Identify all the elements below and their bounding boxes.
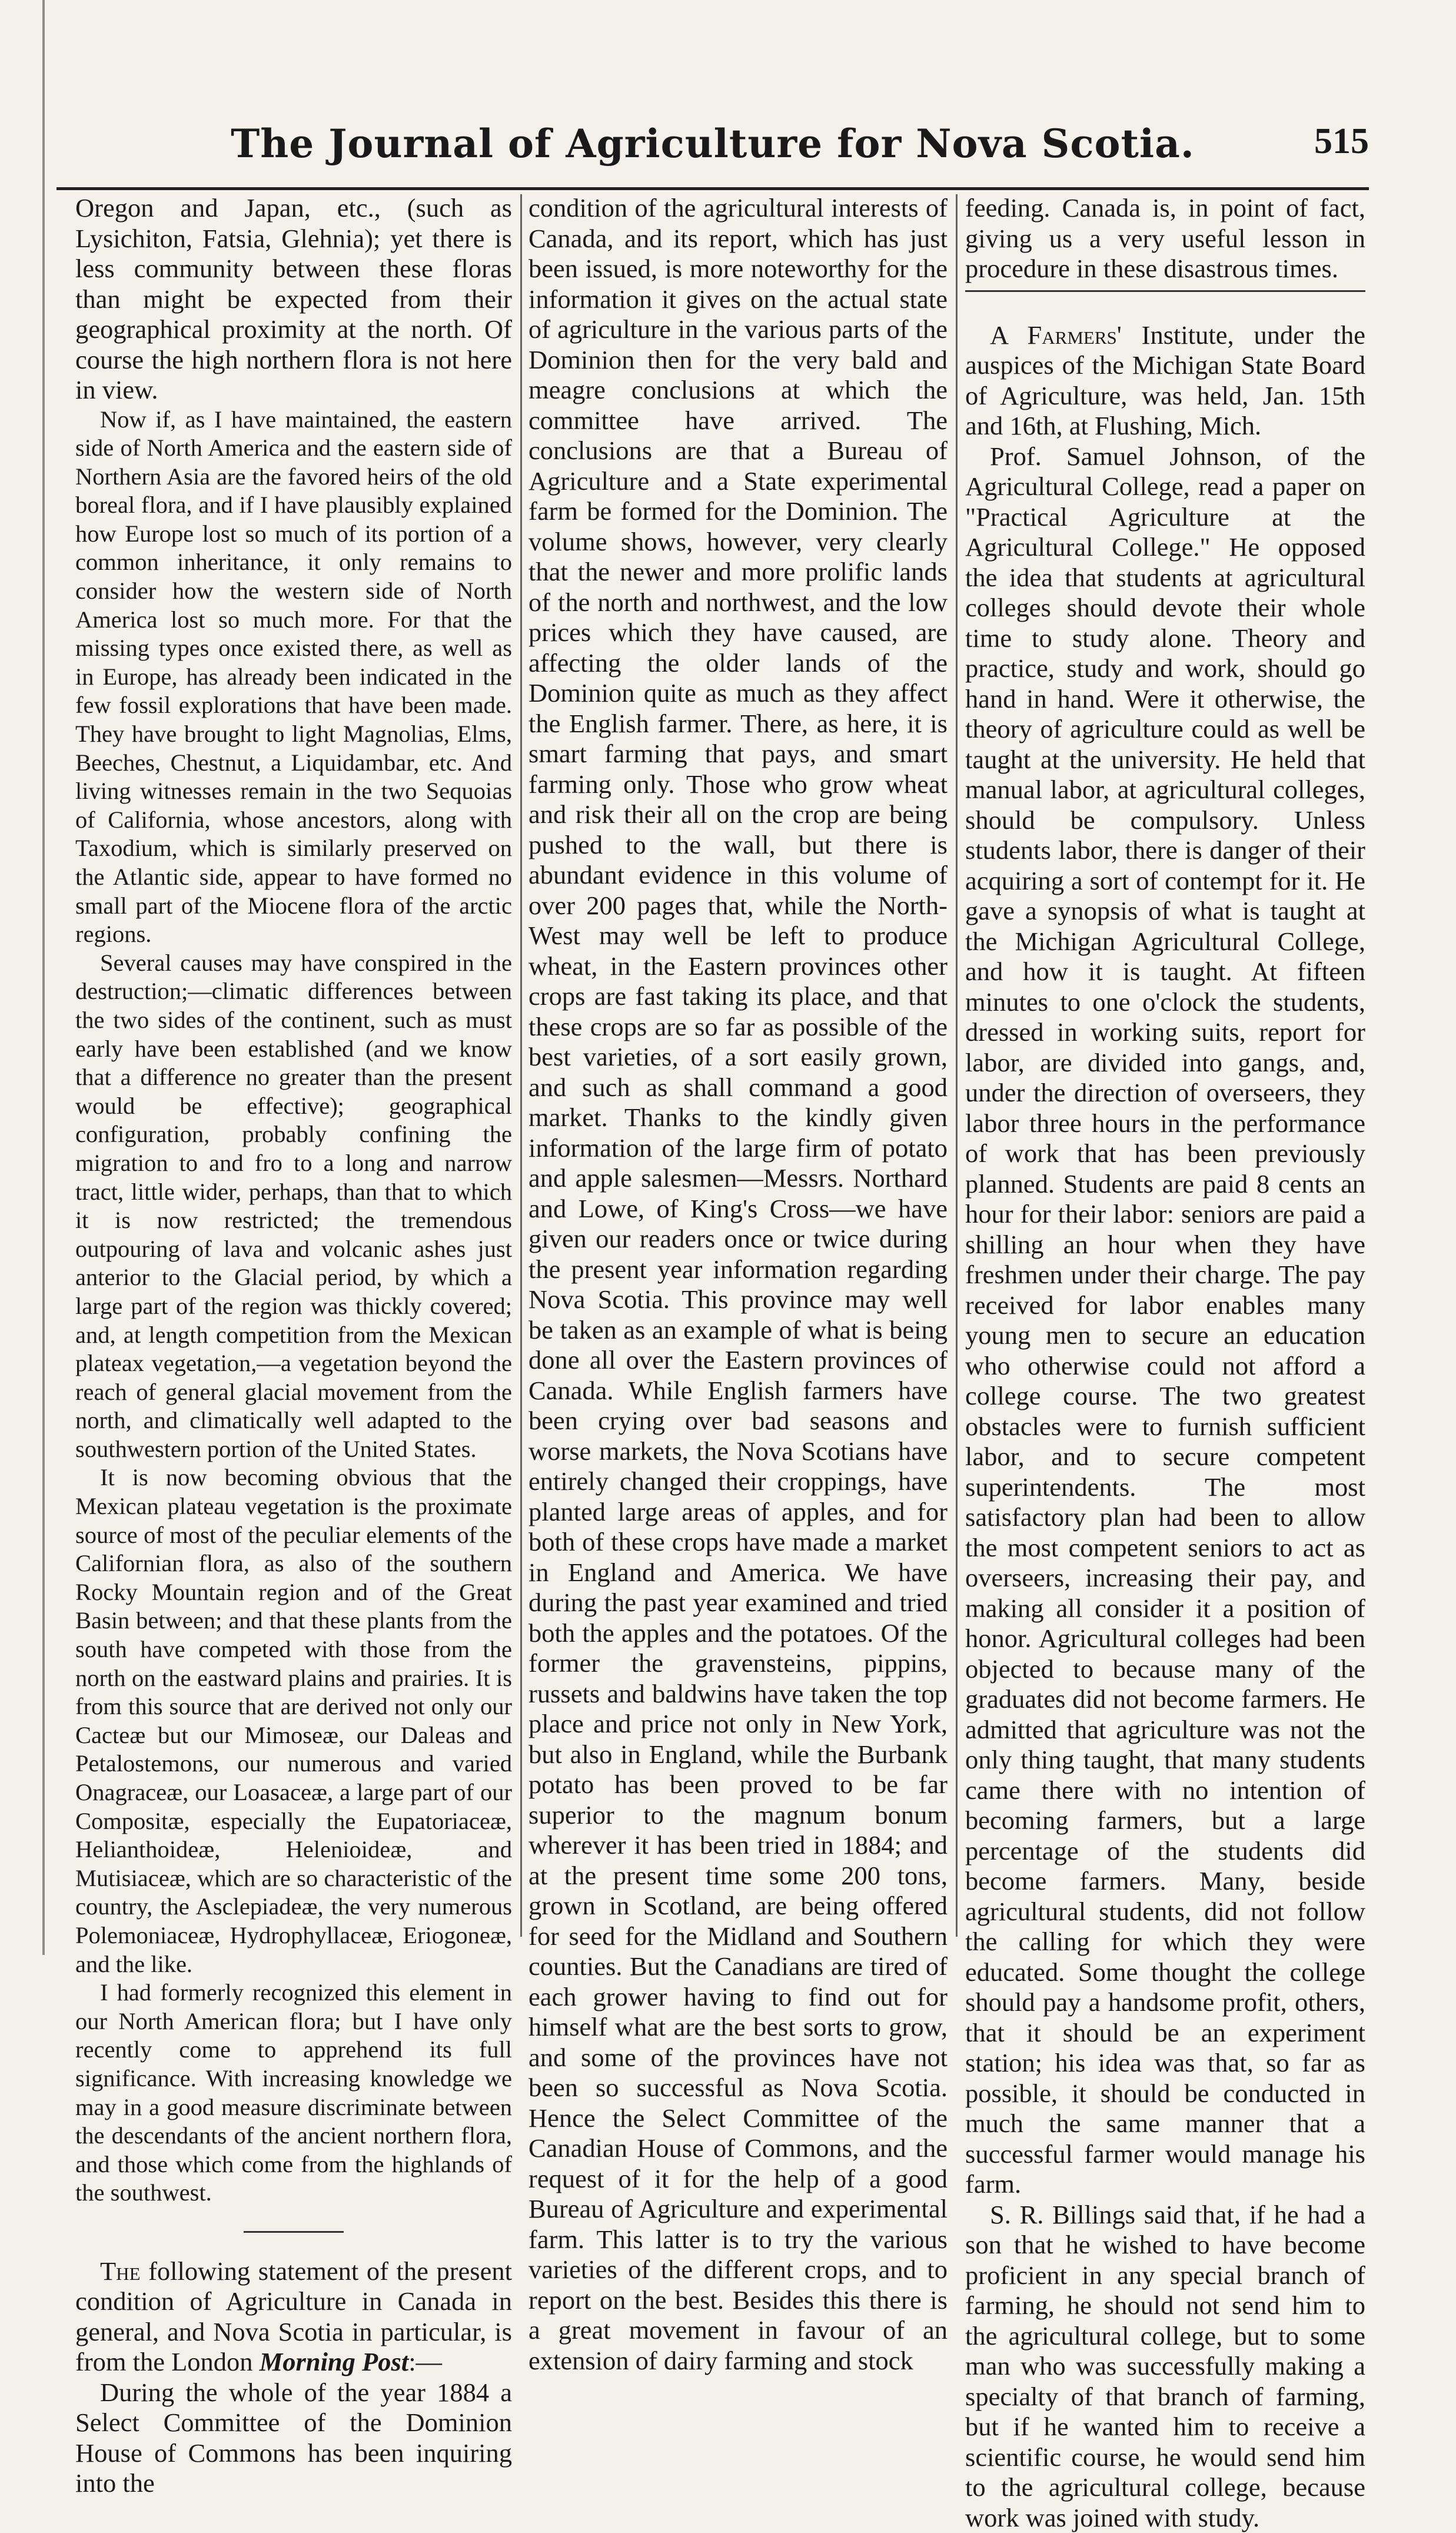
header-rule <box>56 187 1369 190</box>
source-title: Morning Post <box>260 2347 409 2376</box>
column-3 <box>965 193 1365 1930</box>
paragraph: Oregon and Japan, etc., (such as Lysichiton, Fatsia, Glehnia); yet there is less community between these floras than might be expected from their geographical proximity at the north. Of course the high northern flora is not here in view. <box>75 193 512 406</box>
binding-edge <box>42 0 45 1955</box>
paragraph: Now if, as I have maintained, the eastern side of North America and the eastern side of Northern Asia are the favored heirs of the old boreal flora, and if I have plausibly explained how Europe lost so much of its portion of a common inheritance, it only remains to consider how the western side of North America lost so much more. For that the missing types once existed there, as well as in Europe, has already been indicated in the few fossil explorations that have been made. They have brought to light Magnolias, Elms, Beeches, Chestnut, a Liquidambar, etc. And living witnesses remain in the two Sequoias of California, whose ancestors, along with Taxodium, which is similarly preserved on the Atlantic side, appear to have formed no small part of the Miocene flora of the arctic regions. <box>75 406 512 949</box>
column-rule-right <box>956 194 958 1937</box>
paragraph: Prof. Samuel Johnson, of the Agricultural College, read a paper on "Practical Agriculture at the Agricultural College." He opposed the idea that students at agricultural colleges should devote their whole time to study alone. Theory and practice, study and work, should go hand in hand. Were it otherwise, the theory of agriculture could as well be taught at the university. He held that manual labor, at agricultural colleges, should be compulsory. Unless students labor, there is danger of their acquiring a sort of contempt for it. He gave a synopsis of what is taught at the Michigan Agricultural College, and how it is taught. At fifteen minutes to one o'clock the students, dressed in working suits, report for labor, are divided into gangs, and, under the direction of overseers, they labor three hours in the performance of work that has been previously planned. Students are paid 8 cents an hour for their labor: seniors are paid a shilling an hour when they have freshmen under their charge. The pay received for labor enables many young men to secure an education who otherwise could not afford a college course. The two greatest obstacles were to furnish sufficient labor, and to secure competent superintendents. The most satisfactory plan had been to allow the most competent seniors to act as overseers, increasing their pay, and making all consider it a position of honor. Agricultural colleges had been objected to because many of the graduates did not become farmers. He admitted that agriculture was not the only thing taught, that many students came there with no intention of becoming farmers, but a large percentage of the students did become farmers. Many, beside agricultural students, did not follow the calling for which they were educated. Some thought the college should pay a handsome profit, others, that it should be an experiment station; his idea was that, so far as possible, it should be conducted in much the same manner that a successful farmer would manage his farm. <box>965 441 1365 2200</box>
paragraph-text: following statement of the present condition of Agriculture in Canada in general, and Nova Scotia in particular, is from the London <box>75 2256 512 2377</box>
paragraph: During the whole of the year 1884 a Select Committee of the Dominion House of Commons has been inquiring into the <box>75 2378 512 2499</box>
paragraph-text: :— <box>408 2347 442 2376</box>
paragraph <box>75 2256 512 2378</box>
paragraph: feeding. Canada is, in point of fact, giving us a very useful lesson in procedure in these disastrous times. <box>965 193 1365 284</box>
paragraph: It is now becoming obvious that the Mexican plateau vegetation is the proximate source of most of the peculiar elements of the Californian flora, as also of the southern Rocky Mountain region and of the Great Basin between; and that these plants from the south have competed with those from the north on the eastward plains and prairies. It is from this source that are derived not only our Cacteæ but our Mimoseæ, our Daleas and Petalostemons, our numerous and varied Onagraceæ, our Loasaceæ, a large part of our Compositæ, especially the Eupatoriaceæ, Helianthoideæ, Helenioideæ, and Mutisiaceæ, which are so characteristic of the country, the Asclepiadeæ, the very numerous Polemoniaceæ, Hydrophyllaceæ, Eriogoneæ, and the like. <box>75 1463 512 1978</box>
section-divider <box>244 2231 344 2233</box>
paragraph: I had formerly recognized this element in our North American flora; but I have only recently come to apprehend its full significance. With increasing knowledge we may in a good measure discriminate between the descendants of the ancient northern flora, and those which come from the highlands of the southwest. <box>75 1978 512 2207</box>
paragraph: S. R. Billings said that, if he had a son that he wished to have become proficient in any special branch of farming, he should not send him to the agricultural college, but to some man who was successfully making a specialty of that branch of farming, but if he wanted him to receive a scientific course, he would send him to the agricultural college, because work was joined with study. <box>965 2200 1365 2533</box>
paragraph <box>965 320 1365 441</box>
column-rule-left <box>520 194 522 1937</box>
page-header <box>56 103 1369 185</box>
paragraph: condition of the agricultural interests of Canada, and its report, which has just been issued, is more noteworthy for the information it gives on the actual state of agriculture in the various parts of the Dominion then for the very bald and meagre conclusions at which the committee have arrived. The conclusions are that a Bureau of Agriculture and a State experimental farm be formed for the Dominion. The volume shows, however, very clearly that the newer and more prolific lands of the north and northwest, and the low prices which they have caused, are affecting the older lands of the Dominion quite as much as they affect the English farmer. There, as here, it is smart farming that pays, and smart farming only. Those who grow wheat and risk their all on the crop are being pushed to the wall, but there is abundant evidence in this volume of over 200 pages that, while the North-West may well be left to produce wheat, in the Eastern provinces other crops are fast taking its place, and that these crops are so far as possible of the best varieties, of a sort easily grown, and such as shall command a good market. Thanks to the kindly given information of the large firm of potato and apple salesmen—Messrs. Northard and Lowe, of King's Cross—we have given our readers once or twice during the present year information regarding Nova Scotia. This province may well be taken as an example of what is being done all over the Eastern provinces of Canada. While English farmers have been crying over bad seasons and worse markets, the Nova Scotians have entirely changed their croppings, have planted large areas of apples, and for both of these crops have made a market in England and America. We have during the past year examined and tried both the apples and the potatoes. Of the former the gravensteins, pippins, russets and baldwins have taken the top place and price not only in New York, but also in England, while the Burbank potato has been proved to be far superior to the magnum bonum wherever it has been tried in 1884; and at the present time some 200 tons, grown in Scotland, are being offered for seed for the Midland and Southern counties. But the Canadians are tired of each grower having to find out for himself what are the best sorts to grow, and some of the provinces have not been so successful as Nova Scotia. Hence the Select Committee of the Canadian House of Commons, and the request of it for the help of a good Bureau of Agriculture and experimental farm. This latter is to try the various varieties of the different crops, and to report on the best. Besides this there is a great movement in favour of an extension of dairy farming and stock <box>528 193 948 2376</box>
section-divider <box>965 290 1365 292</box>
column-2 <box>528 193 948 1930</box>
spacer <box>965 305 1365 320</box>
paragraph-text: Institute, under the auspices of the Michigan State Board of Agriculture, was held, Jan. 15th and 16th, at Flushing, Mich. <box>965 320 1365 441</box>
column-1 <box>75 193 512 1930</box>
lead-word: The <box>100 2256 141 2286</box>
page-number: 515 <box>1314 121 1369 162</box>
lead-word: A Farmers' <box>990 320 1122 350</box>
paragraph: Several causes may have conspired in the destruction;—climatic differences between the two sides of the continent, such as must early have been established (and we know that a difference no greater than the present would be effective); geographical configuration, probably confining the migration to and fro to a long and narrow tract, little wider, perhaps, than that to which it is now restricted; the tremendous outpouring of lava and volcanic ashes just anterior to the Glacial period, by which a large part of the region was thickly covered; and, at length competition from the Mexican plateax vegetation,—a vegetation beyond the reach of general glacial movement from the north, and climatically well adapted to the southwestern portion of the United States. <box>75 949 512 1464</box>
running-title: The Journal of Agriculture for Nova Scotia. <box>56 121 1369 167</box>
